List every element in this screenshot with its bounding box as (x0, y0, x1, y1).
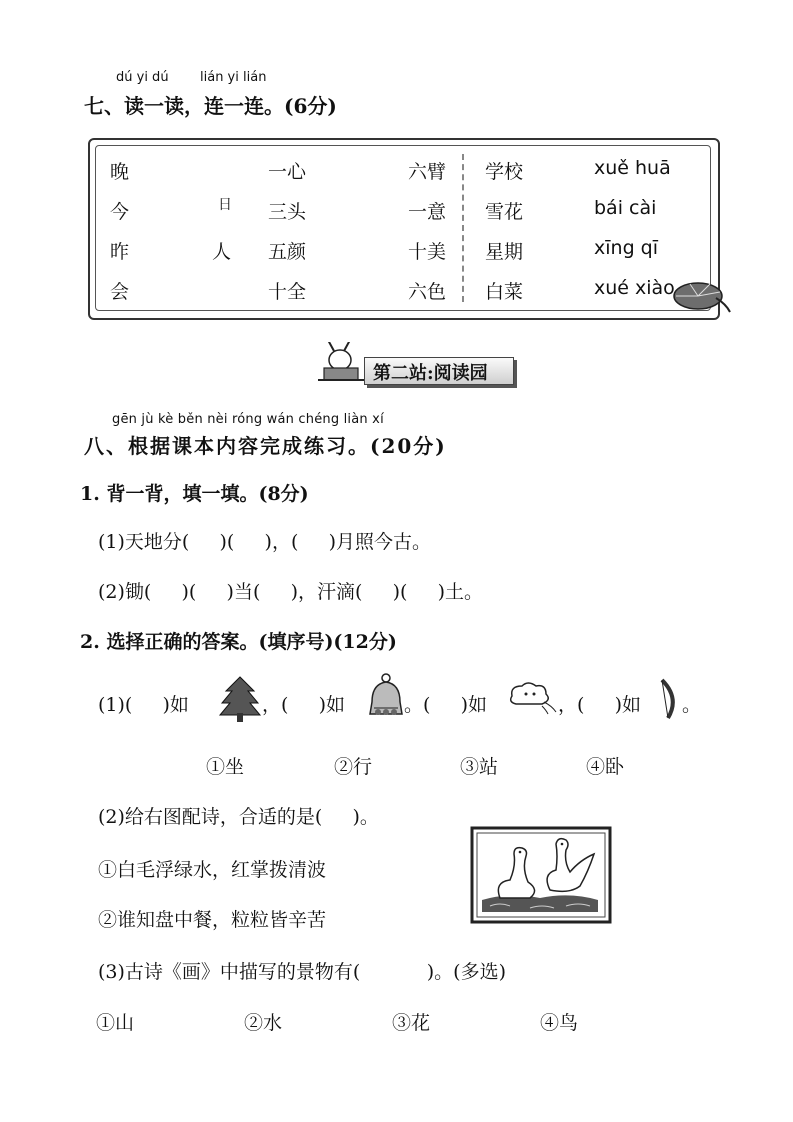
char-zuo: 昨 (110, 241, 130, 263)
word-xuehua: 雪花 (485, 201, 524, 223)
word-xingqi: 星期 (485, 241, 524, 263)
char-ren: 人 (212, 241, 232, 263)
q2-option-2: ②行 (334, 756, 373, 778)
q2-sub3-option-2: ②水 (244, 1012, 283, 1034)
geese-picture (470, 826, 612, 924)
word-baicai: 白菜 (485, 281, 524, 303)
char-jin: 今 (110, 201, 130, 223)
phrase-yiyi: 一意 (408, 201, 447, 223)
q2-option-3: ③站 (460, 756, 499, 778)
q2-sub1-part2: ，( )如 (262, 694, 346, 716)
phrase-yixin: 一心 (268, 161, 307, 183)
q2-sub1-part1: (1)( )如 (98, 694, 189, 716)
q2-sub2-option-1: ①白毛浮绿水，红掌拨清波 (98, 859, 327, 881)
q2-sub3-option-3: ③花 (392, 1012, 431, 1034)
phrase-liubi: 六臂 (408, 161, 447, 183)
q2-sub1-part4: ，( )如 (558, 694, 642, 716)
section8-pinyin: gēn jù kè běn nèi róng wán chéng liàn xí (112, 412, 384, 427)
pinyin-baicai: bái cài (594, 197, 657, 219)
section8-title: 八、根据课本内容完成练习。(20分) (84, 434, 447, 458)
banner-title: 第二站:阅读园 (373, 363, 488, 384)
q2-sub3-option-1: ①山 (96, 1012, 135, 1034)
wind-cloud-icon (506, 678, 558, 716)
q2-sub1-part3: 。( )如 (404, 694, 488, 716)
q2-sub2-title: (2)给右图配诗，合适的是( )。 (98, 806, 379, 828)
q1-line2: (2)锄( )( )当( )，汗滴( )( )土。 (98, 581, 484, 603)
q1-title: 1. 背一背，填一填。(8分) (80, 483, 309, 505)
section7-title: 七、读一读，连一连。(6分) (84, 94, 337, 118)
char-wan: 晚 (110, 161, 130, 183)
box-divider (462, 154, 464, 302)
pinyin-xingqi: xīng qī (594, 237, 659, 259)
section-banner (364, 357, 514, 385)
reading-rabbit-icon (314, 342, 366, 384)
q1-line1: (1)天地分( )( )，( )月照今古。 (98, 531, 431, 553)
char-hui: 会 (110, 281, 130, 303)
pine-tree-icon (218, 675, 262, 723)
phrase-wuyan: 五颜 (268, 241, 307, 263)
lotus-leaf-icon (670, 278, 732, 316)
pinyin-xuexiao: xué xiào (594, 277, 675, 299)
pinyin-du-yi-du: dú yi dú (116, 70, 169, 85)
q2-option-4: ④卧 (586, 756, 625, 778)
q2-option-1: ①坐 (206, 756, 245, 778)
q2-sub2-option-2: ②谁知盘中餐，粒粒皆辛苦 (98, 909, 327, 931)
phrase-santou: 三头 (268, 201, 307, 223)
q2-title: 2. 选择正确的答案。(填序号)(12分) (80, 631, 397, 653)
word-xuexiao: 学校 (485, 161, 524, 183)
phrase-liuse: 六色 (408, 281, 447, 303)
phrase-shimei: 十美 (408, 241, 447, 263)
bow-icon (654, 676, 682, 722)
bell-icon (366, 672, 406, 722)
q2-sub3-option-4: ④鸟 (540, 1012, 579, 1034)
q2-sub1-part5: 。 (682, 694, 702, 716)
phrase-shiquan: 十全 (268, 281, 307, 303)
pinyin-xuehua: xuě huā (594, 157, 671, 179)
char-ri: 日 (218, 197, 232, 213)
pinyin-lian-yi-lian: lián yi lián (200, 70, 267, 85)
q2-sub3-title: (3)古诗《画》中描写的景物有( )。(多选) (98, 961, 506, 983)
